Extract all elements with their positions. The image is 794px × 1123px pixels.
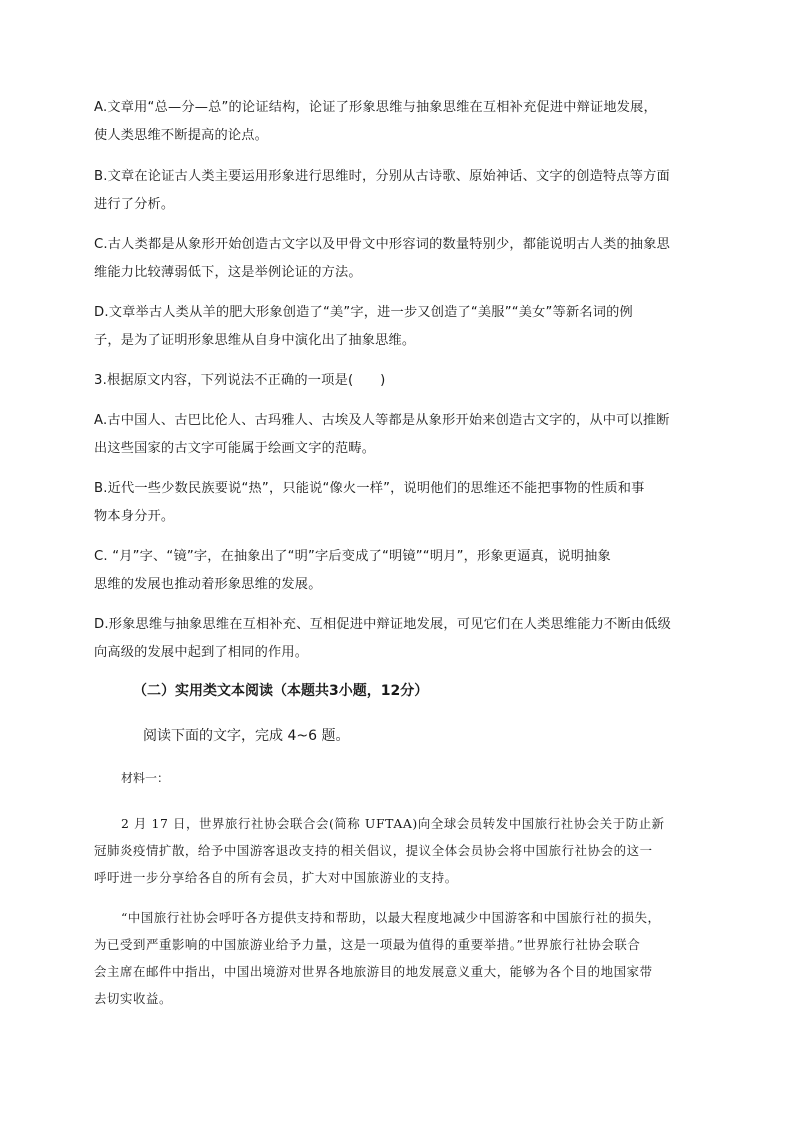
material-p1-line2: 冠肺炎疫情扩散，给予中国游客退改支持的相关倡议，提议全体会员协会将中国旅行社协会的这一 — [94, 843, 653, 858]
q3-option-a-line2: 出这些国家的古文字可能属于绘画文字的范畴。 — [94, 441, 376, 456]
section-heading: （二）实用类文本阅读（本题共3小题，12分） — [133, 683, 429, 699]
reading-instruction: 阅读下面的文字，完成 4~6 题。 — [143, 728, 350, 744]
q3-option-b-line2: 物本身分开。 — [94, 509, 175, 524]
q2-option-a-line1: A.文章用“总—分—总”的论证结构，论证了形象思维与抽象思维在互相补充促进中辩证地发展， — [94, 100, 657, 115]
q3-stem: 3.根据原文内容，下列说法不正确的一项是( ) — [94, 373, 386, 388]
material-label: 材料一： — [121, 771, 170, 785]
material-p1-line3: 呼吁进一步分享给各自的所有会员，扩大对中国旅游业的支持。 — [94, 870, 458, 885]
q3-option-b-line1: B.近代一些少数民族要说“热”，只能说“像火一样”，说明他们的思维还不能把事物的性质和事 — [94, 481, 645, 496]
q2-option-a-line2: 使人类思维不断提高的论点。 — [94, 128, 269, 143]
q2-option-b-line1: B.文章在论证古人类主要运用形象进行思维时，分别从古诗歌、原始神话、文字的创造特点等方面 — [94, 169, 670, 184]
q3-option-d-line1: D.形象思维与抽象思维在互相补充、互相促进中辩证地发展，可见它们在人类思维能力不断由低级 — [94, 617, 672, 632]
q3-option-a-line1: A.古中国人、古巴比伦人、古玛雅人、古埃及人等都是从象形开始来创造古文字的，从中可以推断 — [94, 413, 670, 428]
q3-option-c-line2: 思维的发展也推动着形象思维的发展。 — [94, 577, 322, 592]
material-p2-line4: 去切实收益。 — [94, 991, 172, 1006]
material-p2-line1: “中国旅行社协会呼吁各方提供支持和帮助，以最大程度地减少中国游客和中国旅行社的损失， — [121, 910, 661, 925]
q3-option-c-line1: C. “月”字、“镜”字，在抽象出了“明”字后变成了“明镜”“明月”，形象更逼真，说明抽象 — [94, 549, 611, 564]
material-p2-line3: 会主席在邮件中指出，中国出境游对世界各地旅游目的地发展意义重大，能够为各个目的地国家带 — [94, 964, 653, 979]
q2-option-d-line2: 子，是为了证明形象思维从自身中演化出了抽象思维。 — [94, 333, 416, 348]
q2-option-d-line1: D.文章举古人类从羊的肥大形象创造了“美”字，进一步又创造了“美服”“美女”等新名词的例 — [94, 305, 633, 320]
q2-option-c-line1: C.古人类都是从象形开始创造古文字以及甲骨文中形容词的数量特别少，都能说明古人类的抽象思 — [94, 237, 671, 252]
q2-option-b-line2: 进行了分析。 — [94, 197, 175, 212]
material-p1-line1: 2 月 17 日，世界旅行社协会联合会(简称 UFTAA)向全球会员转发中国旅行社协会关于防止新 — [121, 816, 665, 831]
material-p2-line2: 为已受到严重影响的中国旅游业给予力量，这是一项最为值得的重要举措。”世界旅行社协会联合 — [94, 937, 641, 952]
q3-option-d-line2: 向高级的发展中起到了相同的作用。 — [94, 645, 309, 660]
q2-option-c-line2: 维能力比较薄弱低下，这是举例论证的方法。 — [94, 265, 362, 280]
